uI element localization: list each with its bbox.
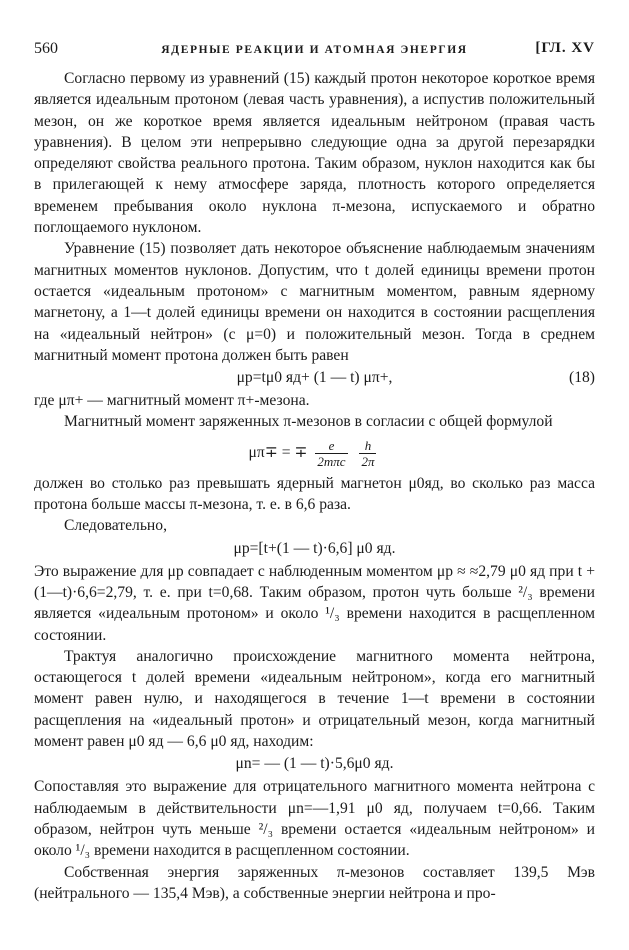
neutron-moment-formula (34, 752, 595, 776)
fraction-h-over-2pi (359, 438, 376, 469)
fraction-denominator: 2π (361, 453, 375, 469)
paragraph-5: должен во столько раз превышать ядерный магнетон μ0яд, во сколько раз масса протона больше массы π-мезона, т. е. в 6,6 раза. (34, 474, 595, 514)
paragraph-2: Уравнение (15) позволяет дать некоторое объяснение наблюдаемым значениям магнитных моментов нуклонов. Допустим, что t долей единицы времени протон остается «идеальным протоном» с магнитным моментом, равным ядерному магнетону, а 1—t долей единицы времени он находится в состоянии расщепления на «идеальный нейтрон» (с μ=0) и положительный мезон. Тогда в среднем магнитный момент протона должен быть равен (34, 240, 595, 364)
fraction-numerator: e (315, 438, 347, 454)
neutron-moment-body: μn= — (1 — t)·5,6μ0 яд. (235, 755, 394, 773)
fraction-e-over-2mc (315, 438, 347, 469)
paragraph-3: где μπ+ — магнитный момент π+-мезона. (34, 392, 310, 410)
equation-18 (34, 366, 595, 390)
paragraph-1: Согласно первому из уравнений (15) каждый протон некоторое короткое время является идеальным протоном (левая часть уравнения), а испустив положительный мезон, он же короткое время является идеальным нейтроном (правая часть уравнения). В целом эти непрерывно следующие одна за другой перезарядки определяют свойства реального протона. Таким образом, нуклон находится как бы в прилегающей к нему атмосфере заряда, плотность которого определяется временем пребывания около нуклона π-мезона, испускаемого и обратно поглощаемого нуклоном. (34, 70, 595, 237)
proton-moment-formula (34, 537, 595, 561)
paragraph-7: Это выражение для μp совпадает с наблюденным моментом μp ≈ ≈2,79 μ0 яд при t + (1—t)·6,6=2,79, т. е. при t=0,68. Таким образом, протон чуть больше ²/₃ времени является «идеальным протоном» и около ¹/₃ времени находится в расщепленном состоянии. (34, 562, 595, 644)
equation-18-number: (18) (569, 369, 595, 387)
paragraph-6: Следовательно, (64, 517, 167, 535)
paragraph-4: Магнитный момент заряженных π-мезонов в согласии с общей формулой (64, 413, 553, 431)
paragraph-8: Трактуя аналогично происхождение магнитного момента нейтрона, остающегося t долей времени «идеальным нейтроном», когда его магнитный момент равен нулю, и находящегося в течение 1—t времени в состоянии расщепления на «идеальный протон» и отрицательный мезон, когда магнитный момент равен μ0 яд — 6,6 μ0 яд, находим: (34, 647, 595, 751)
proton-moment-body: μp=[t+(1 — t)·6,6] μ0 яд. (233, 539, 396, 557)
page-number: 560 (34, 40, 58, 57)
fraction-numerator: h (359, 438, 376, 454)
meson-moment-formula (34, 433, 595, 473)
page-header (34, 30, 595, 56)
page-body (34, 68, 595, 904)
paragraph-10: Собственная энергия заряженных π-мезонов составляет 139,5 Мэв (нейтрального — 135,4 Мэв), а собственные энергии нейтрона и про- (34, 863, 595, 902)
equation-18-body: μp=tμ0 яд+ (1 — t) μπ+, (236, 369, 393, 387)
fraction-denominator: 2mπc (317, 453, 346, 469)
meson-moment-lhs: μπ∓ = ∓ (248, 443, 308, 461)
paragraph-9: Сопоставляя это выражение для отрицательного магнитного момента нейтрона с наблюдаемым в действительности μn=—1,91 μ0 яд, получаем t=0,66. Таким образом, нейтрон чуть меньше ²/₃ времени остается «идеальным нейтроном» и около ¹/₃ времени находится в расщепленном состоянии. (34, 778, 595, 860)
chapter-label: [ГЛ. XV (535, 40, 595, 56)
running-title: ЯДЕРНЫЕ РЕАКЦИИ И АТОМНАЯ ЭНЕРГИЯ (161, 44, 468, 56)
